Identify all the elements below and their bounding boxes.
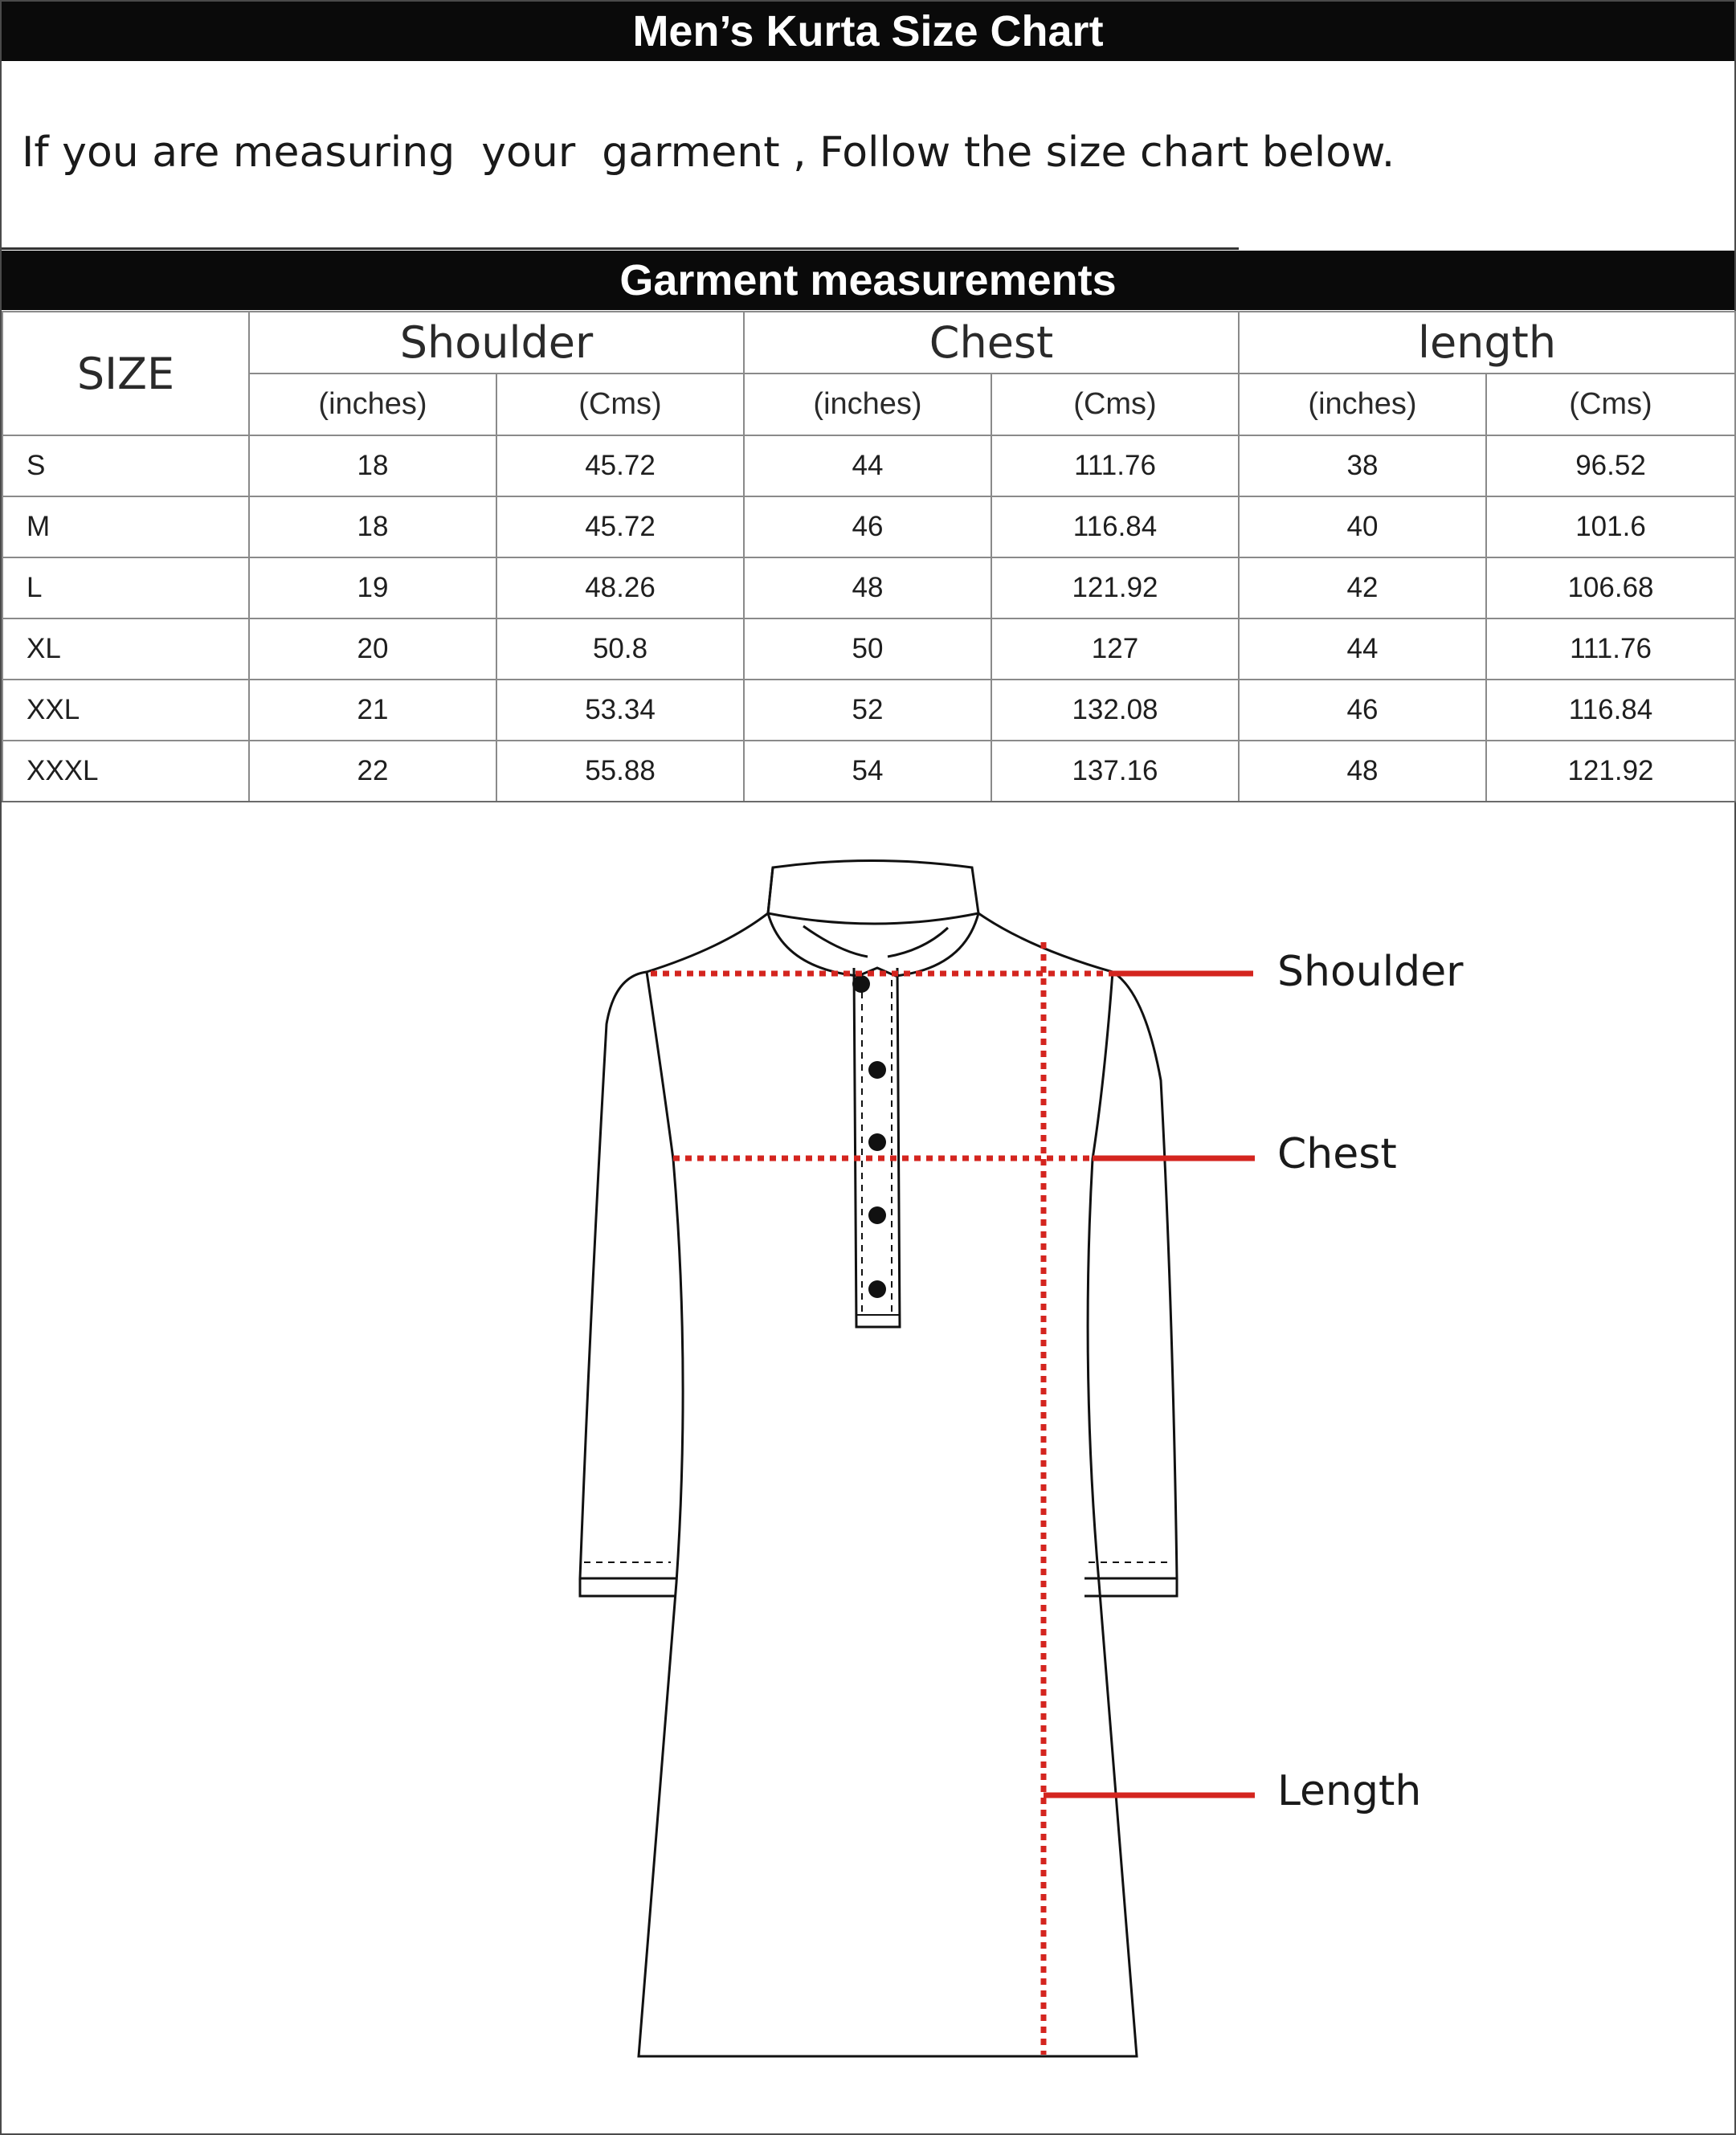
table-cell: 19 [249, 557, 496, 618]
table-cell: 116.84 [991, 496, 1239, 557]
table-cell: 44 [1239, 618, 1486, 680]
table-cell: 127 [991, 618, 1239, 680]
table-cell: 18 [249, 435, 496, 496]
size-cell: XXL [2, 680, 249, 741]
table-cell: 38 [1239, 435, 1486, 496]
neckline [803, 926, 948, 957]
table-cell: 53.34 [496, 680, 744, 741]
table-cell: 22 [249, 741, 496, 802]
table-row [2, 680, 1735, 741]
page-title: Men’s Kurta Size Chart [2, 2, 1734, 61]
shoulder-label: Shoulder [1277, 948, 1464, 996]
table-cell: 45.72 [496, 496, 744, 557]
table-cell: 21 [249, 680, 496, 741]
collar-front [768, 867, 978, 976]
table-cell: 132.08 [991, 680, 1239, 741]
size-cell: XL [2, 618, 249, 680]
table-cell: 106.68 [1486, 557, 1735, 618]
size-cell: L [2, 557, 249, 618]
table-cell: 42 [1239, 557, 1486, 618]
left-sleeve [580, 972, 676, 1578]
table-cell: 46 [744, 496, 991, 557]
table-cell: 20 [249, 618, 496, 680]
table-row [2, 618, 1735, 680]
size-cell: XXXL [2, 741, 249, 802]
table-row [2, 741, 1735, 802]
kurta-outline [580, 861, 1177, 2057]
unit-header: (inches) [249, 374, 496, 435]
kurta-body [639, 913, 1137, 2056]
unit-header: (inches) [1239, 374, 1486, 435]
table-cell: 54 [744, 741, 991, 802]
table-cell: 52 [744, 680, 991, 741]
group-header-shoulder: Shoulder [249, 312, 744, 374]
unit-header: (Cms) [1486, 374, 1735, 435]
table-cell: 96.52 [1486, 435, 1735, 496]
table-cell: 111.76 [991, 435, 1239, 496]
divider [2, 247, 1239, 250]
measurement-lines [651, 942, 1255, 2055]
table-cell: 101.6 [1486, 496, 1735, 557]
table-cell: 45.72 [496, 435, 744, 496]
table-cell: 137.16 [991, 741, 1239, 802]
right-sleeve [1084, 972, 1177, 1578]
left-cuff [580, 1578, 675, 1596]
table-cell: 46 [1239, 680, 1486, 741]
size-cell: M [2, 496, 249, 557]
length-label: Length [1277, 1767, 1422, 1815]
button-icon [868, 1206, 886, 1224]
table-cell: 116.84 [1486, 680, 1735, 741]
table-cell: 111.76 [1486, 618, 1735, 680]
section-title: Garment measurements [2, 251, 1734, 310]
table-cell: 50 [744, 618, 991, 680]
table-row [2, 557, 1735, 618]
table-cell: 18 [249, 496, 496, 557]
unit-header: (Cms) [991, 374, 1239, 435]
table-cell: 121.92 [1486, 741, 1735, 802]
button-icon [868, 1133, 886, 1151]
button-icon [868, 1061, 886, 1079]
table-cell: 48 [1239, 741, 1486, 802]
collar-back [768, 861, 978, 925]
chest-label: Chest [1277, 1130, 1397, 1178]
table-cell: 48.26 [496, 557, 744, 618]
group-header-length: length [1239, 312, 1735, 374]
kurta-diagram [0, 807, 1736, 2125]
size-header: SIZE [2, 312, 249, 435]
table-row [2, 496, 1735, 557]
size-table [2, 311, 1736, 802]
table-cell: 50.8 [496, 618, 744, 680]
size-cell: S [2, 435, 249, 496]
button-icon [852, 975, 870, 993]
button-icon [868, 1280, 886, 1298]
group-header-chest: Chest [744, 312, 1239, 374]
table-row [2, 435, 1735, 496]
kurta-illustration [0, 807, 1736, 2125]
unit-header: (inches) [744, 374, 991, 435]
table-cell: 44 [744, 435, 991, 496]
table-cell: 48 [744, 557, 991, 618]
table-cell: 121.92 [991, 557, 1239, 618]
buttons [852, 975, 886, 1298]
intro-text: If you are measuring your garment , Follow the size chart below. [22, 129, 1395, 177]
table-cell: 40 [1239, 496, 1486, 557]
table-cell: 55.88 [496, 741, 744, 802]
unit-header: (Cms) [496, 374, 744, 435]
